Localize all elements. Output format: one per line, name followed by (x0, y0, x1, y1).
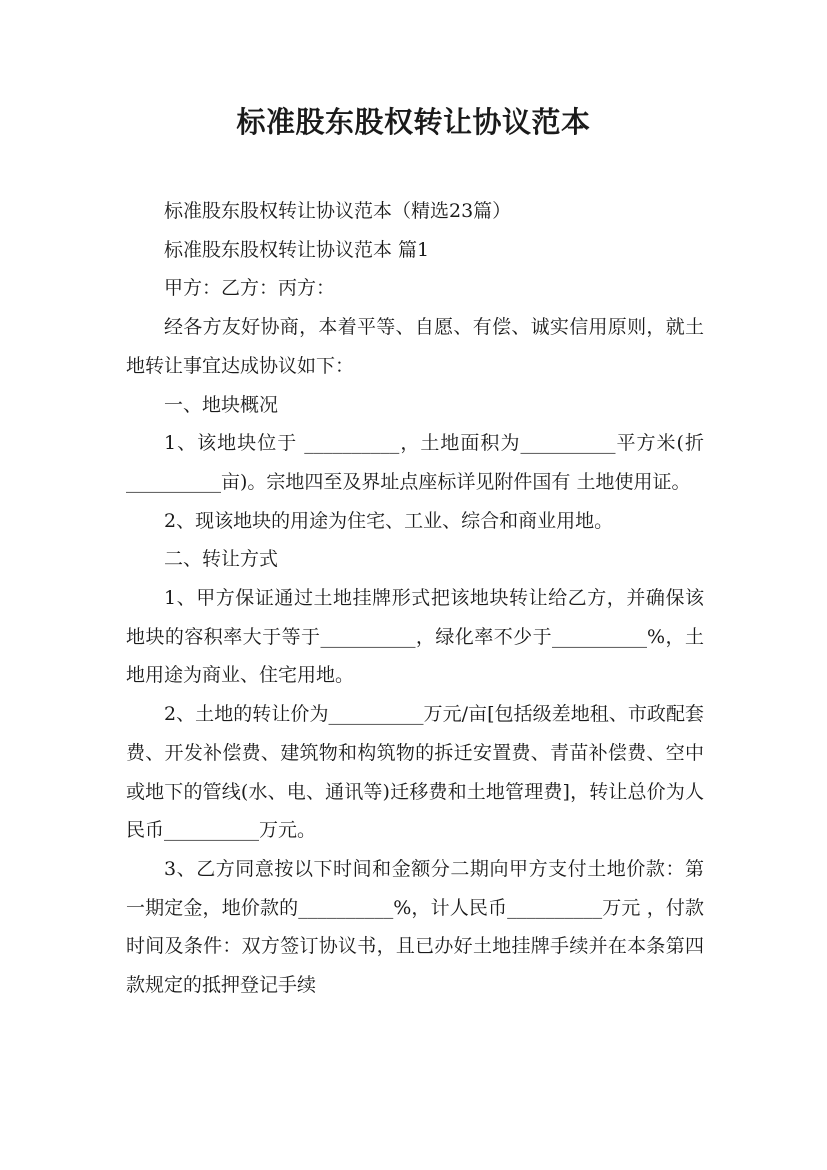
paragraph-payment-schedule: 3、乙方同意按以下时间和金额分二期向甲方支付土地价款：第一期定金，地价款的__________%，计人民币__________万元 ，付款时间及条件：双方签订协议书，且已办好土地挂牌手续并在本条第四款规定的抵押登记手续 (126, 857, 704, 997)
document-body (126, 192, 704, 1005)
paragraph-collection-title: 标准股东股权转让协议范本（精选23篇） (164, 200, 512, 222)
paragraph-parties: 甲方：乙方：丙方： (164, 277, 336, 300)
paragraph-plot-usage: 2、现该地块的用途为住宅、工业、综合和商业用地。 (164, 509, 614, 532)
document-title: 标准股东股权转让协议范本 (236, 105, 591, 139)
paragraph-section-heading: 标准股东股权转让协议范本 篇1 (164, 238, 430, 261)
paragraph-heading-plot-overview: 一、地块概况 (164, 393, 279, 416)
paragraph-transfer-guarantee: 1、甲方保证通过土地挂牌形式把该地块转让给乙方，并确保该地块的容积率大于等于__________，绿化率不少于__________%，土地用途为商业、住宅用地。 (126, 587, 704, 687)
paragraph-transfer-price: 2、土地的转让价为__________万元/亩[包括级差地租、市政配套费、开发补偿费、建筑物和构筑物的拆迁安置费、青苗补偿费、空中或地下的管线(水、电、通讯等)迁移费和土地管理费]，转让总价为人民币__________万元。 (126, 703, 704, 842)
paragraph-heading-transfer-method: 二、转让方式 (164, 548, 279, 571)
paragraph-plot-location: 1、该地块位于 __________，土地面积为__________平方米(折__________亩)。宗地四至及界址点座标详见附件国有 土地使用证。 (126, 432, 704, 493)
paragraph-preamble: 经各方友好协商，本着平等、自愿、有偿、诚实信用原则，就土地转让事宜达成协议如下： (126, 316, 704, 377)
